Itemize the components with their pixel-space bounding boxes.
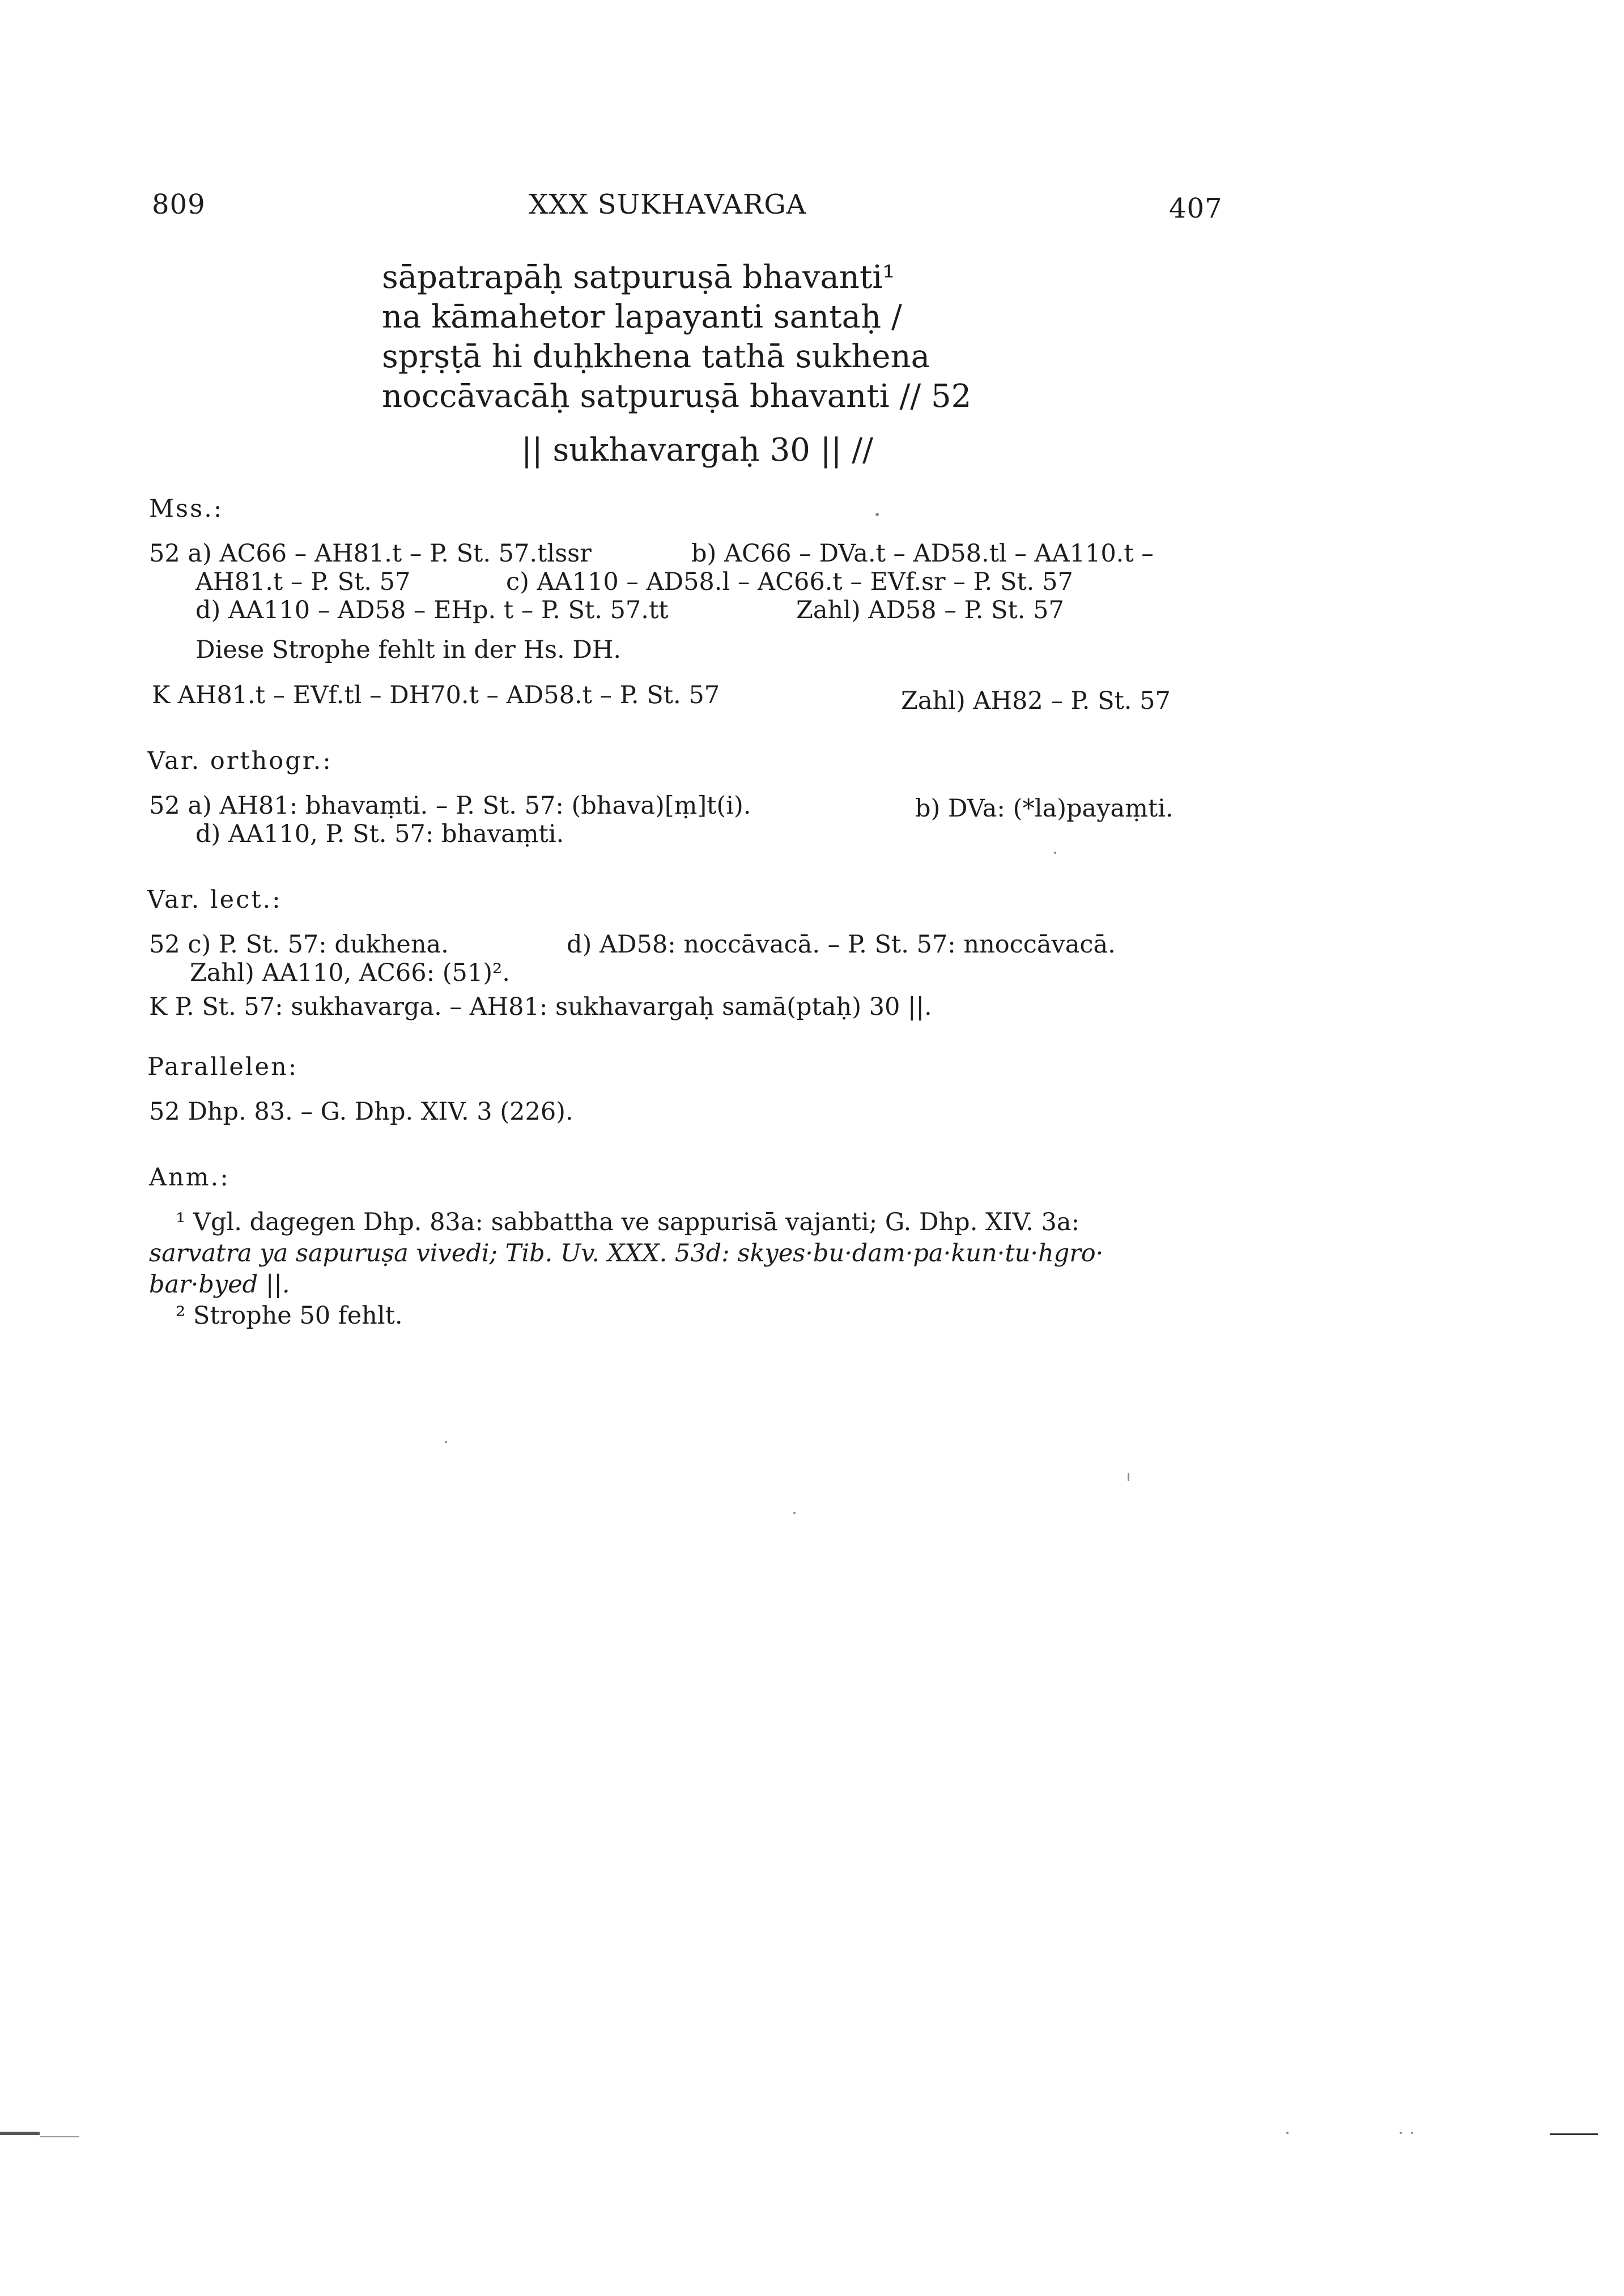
scan-speck xyxy=(445,1441,447,1443)
mss-line-3b: Zahl) AD58 – P. St. 57 xyxy=(796,596,1064,624)
page-number-right: 407 xyxy=(1169,193,1223,224)
verse-line-3: spṛṣṭā hi duḥkhena tathā sukhena xyxy=(382,338,930,375)
var-orthogr-label: Var. orthogr.: xyxy=(147,747,333,775)
var-lect-line-1a: 52 c) P. St. 57: dukhena. xyxy=(149,930,449,959)
scan-speck xyxy=(1411,2132,1413,2134)
mss-k-line: K AH81.t – EVf.tl – DH70.t – AD58.t – P. St. 57 xyxy=(152,681,720,709)
scan-speck xyxy=(1054,852,1056,854)
scan-speck xyxy=(1128,1473,1129,1481)
footnote-1-line-2: sarvatra ya sapuruṣa vivedi; Tib. Uv. XXX. 53d: skyes·bu·dam·pa·kun·tu·hgro· xyxy=(149,1239,1104,1268)
var-lect-line-1b: d) AD58: noccāvacā. – P. St. 57: nnoccāvacā. xyxy=(567,930,1116,959)
var-orthogr-line-2: d) AA110, P. St. 57: bhavaṃti. xyxy=(195,820,564,848)
anm-label: Anm.: xyxy=(149,1163,230,1192)
mss-line-2b: c) AA110 – AD58.l – AC66.t – EVf.sr – P. St. 57 xyxy=(506,568,1073,596)
var-lect-line-2: Zahl) AA110, AC66: (51)². xyxy=(190,959,510,987)
footnote-2: ² Strophe 50 fehlt. xyxy=(176,1302,403,1330)
verse-line-1: sāpatrapāḥ satpuruṣā bhavanti¹ xyxy=(382,259,895,296)
parallelen-line-1: 52 Dhp. 83. – G. Dhp. XIV. 3 (226). xyxy=(149,1098,573,1126)
mss-line-1a: 52 a) AC66 – AH81.t – P. St. 57.tlssr xyxy=(149,539,592,568)
var-lect-label: Var. lect.: xyxy=(147,886,282,914)
mss-line-3a: d) AA110 – AD58 – EHp. t – P. St. 57.tt xyxy=(195,596,669,624)
verse-colophon: || sukhavargaḥ 30 || // xyxy=(521,432,873,469)
mss-line-2a: AH81.t – P. St. 57 xyxy=(195,568,411,596)
scan-smudge xyxy=(0,2132,40,2135)
mss-k-zahl: Zahl) AH82 – P. St. 57 xyxy=(901,687,1171,715)
mss-label: Mss.: xyxy=(149,495,224,523)
mss-line-1b: b) AC66 – DVa.t – AD58.tl – AA110.t – xyxy=(691,539,1154,568)
verse-line-4: noccāvacāḥ satpuruṣā bhavanti // 52 xyxy=(382,378,972,415)
var-orthogr-line-1b: b) DVa: (*la)payaṃti. xyxy=(915,794,1174,823)
footnote-1-line-3: bar·byed ||. xyxy=(149,1270,290,1299)
var-orthogr-line-1a: 52 a) AH81: bhavaṃti. – P. St. 57: (bhava)[ṃ]t(i). xyxy=(149,792,751,820)
footnote-1-line-1: ¹ Vgl. dagegen Dhp. 83a: sabbattha ve sappurisā vajanti; G. Dhp. XIV. 3a: xyxy=(176,1208,1079,1236)
scan-speck xyxy=(875,513,879,516)
scan-speck xyxy=(1286,2132,1289,2134)
parallelen-label: Parallelen: xyxy=(147,1053,299,1081)
var-lect-line-3: K P. St. 57: sukhavarga. – AH81: sukhavargaḥ samā(ptaḥ) 30 ||. xyxy=(149,993,932,1021)
scan-speck xyxy=(793,1512,796,1514)
scan-smudge xyxy=(40,2136,79,2137)
verse-line-2: na kāmahetor lapayanti santaḥ / xyxy=(382,299,902,335)
mss-line-4: Diese Strophe fehlt in der Hs. DH. xyxy=(195,636,621,664)
scan-speck xyxy=(1400,2132,1402,2134)
page-number-left: 809 xyxy=(152,189,206,220)
chapter-title: XXX SUKHAVARGA xyxy=(529,189,807,220)
scan-dash xyxy=(1550,2133,1598,2135)
